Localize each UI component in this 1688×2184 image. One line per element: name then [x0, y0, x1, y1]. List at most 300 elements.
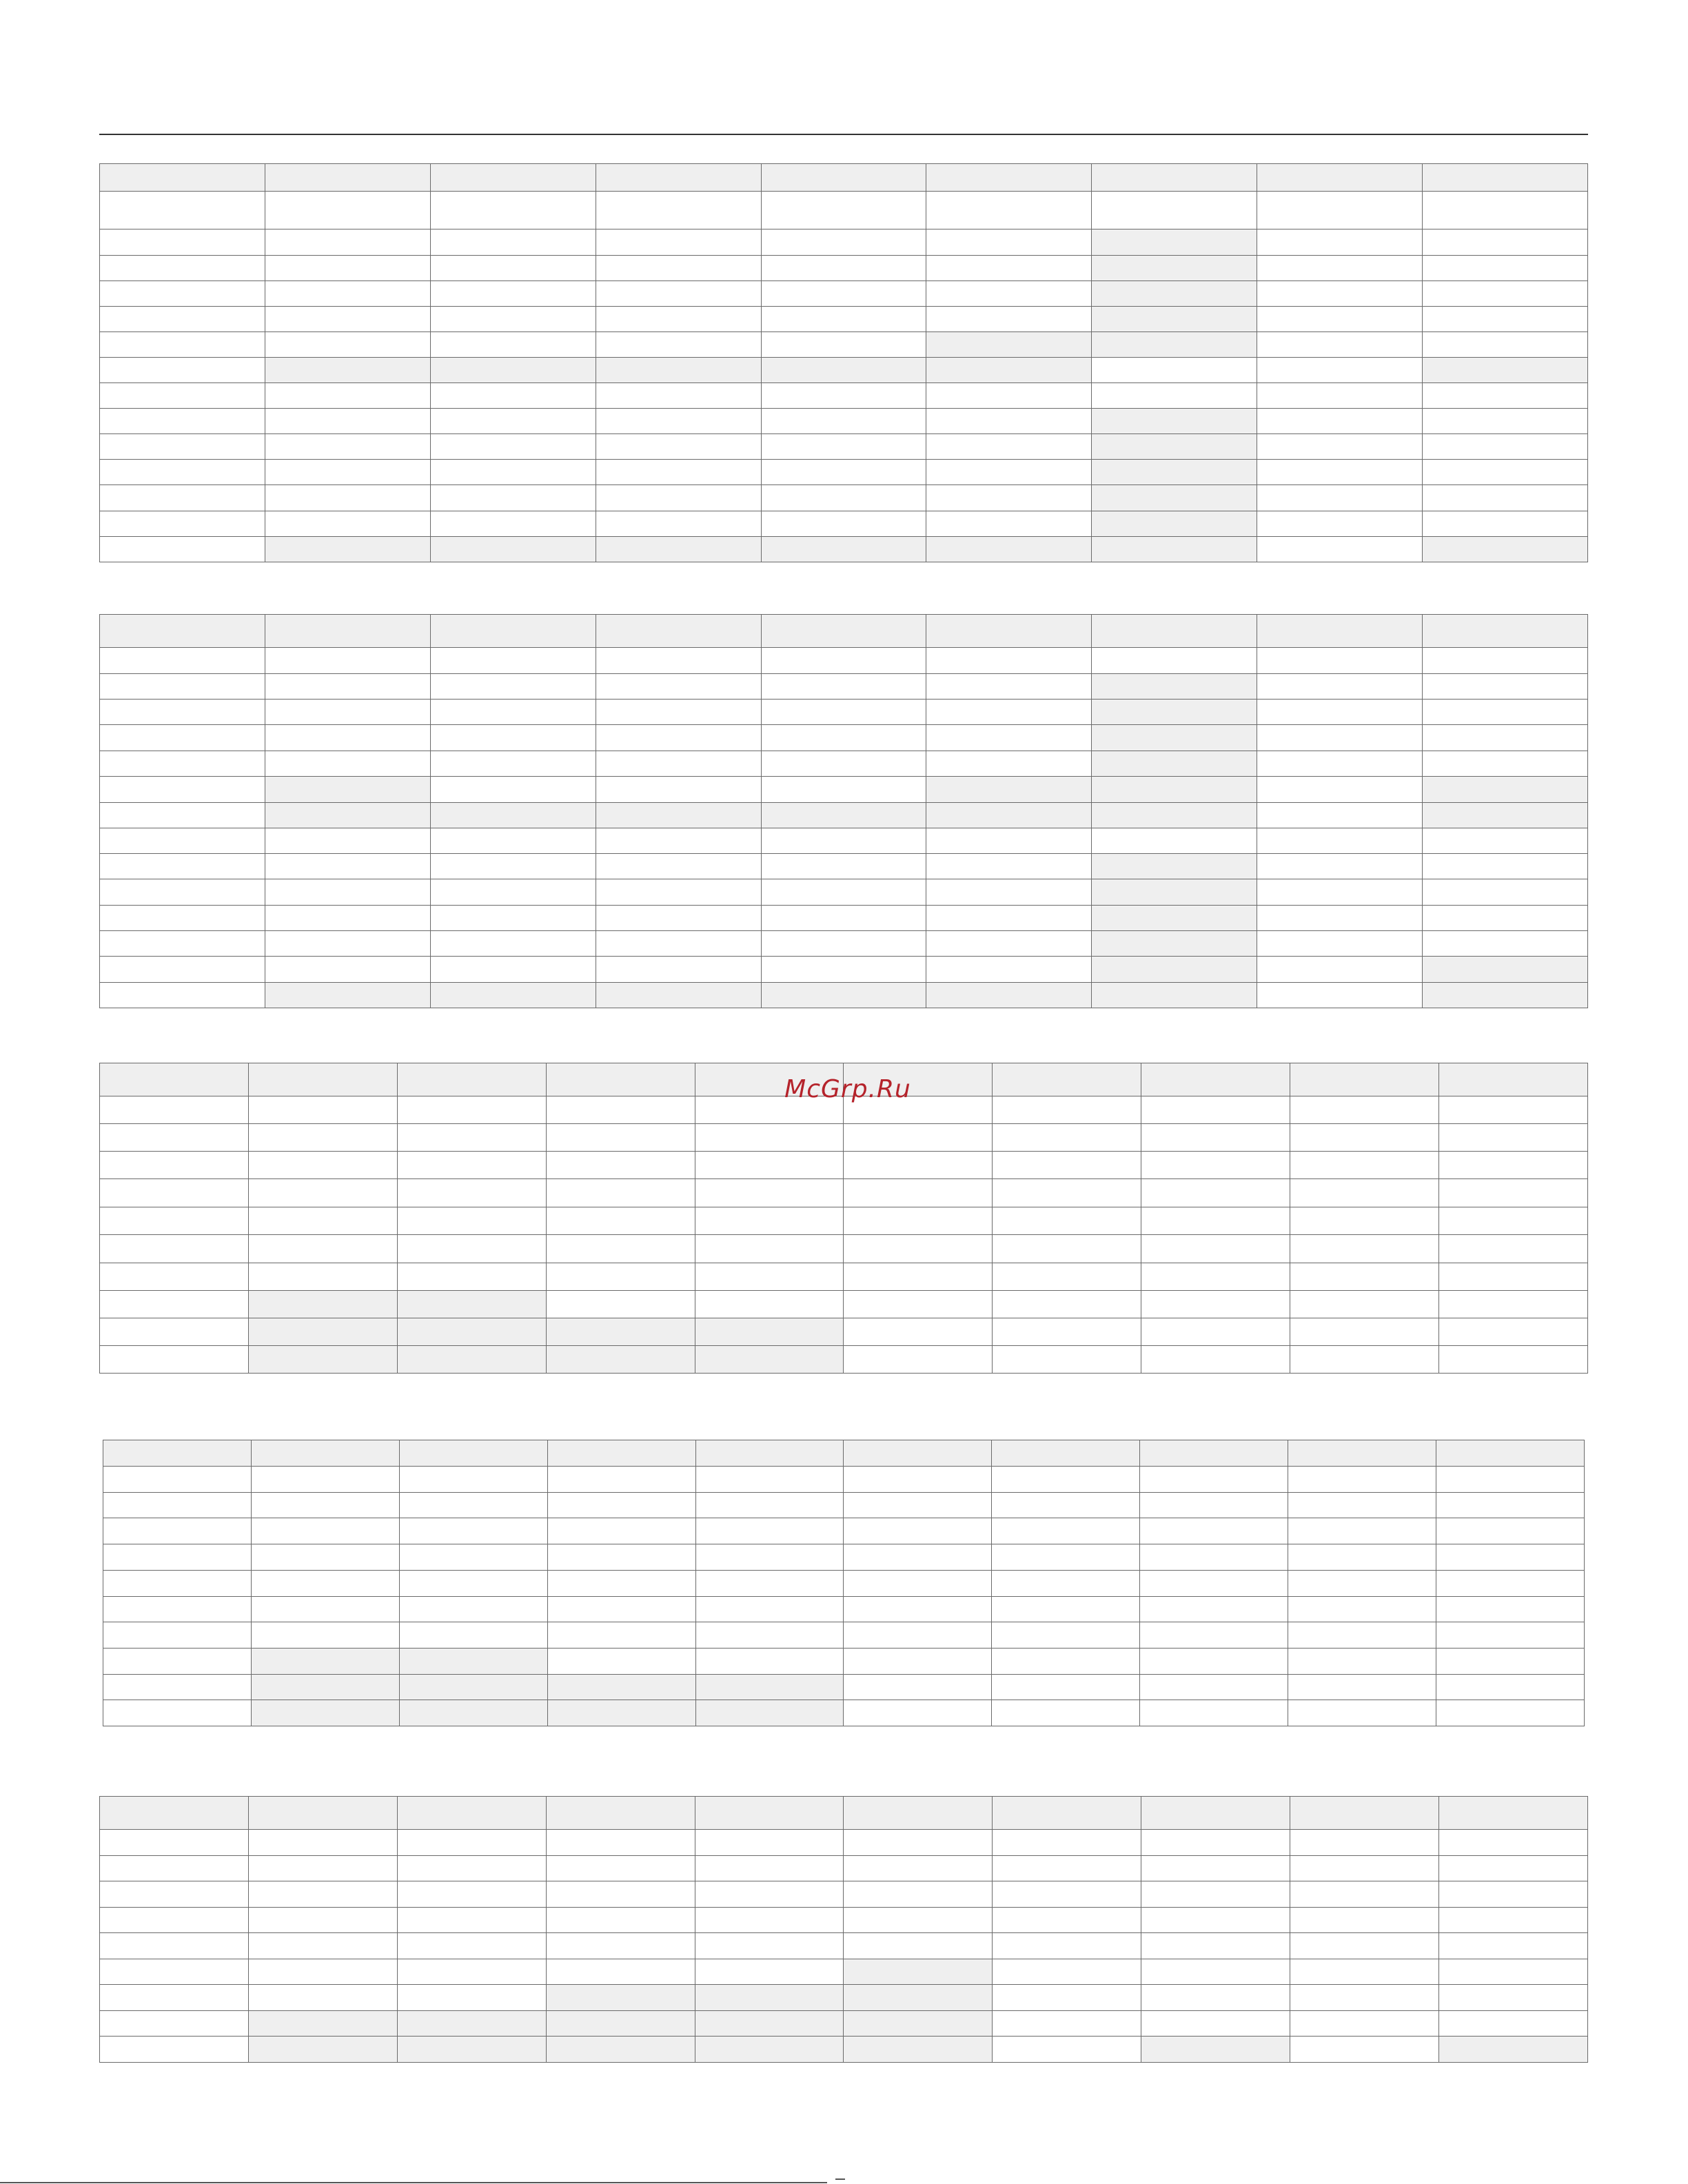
table-cell [844, 1856, 993, 1881]
table-cell [992, 1518, 1140, 1544]
table-cell [596, 751, 761, 777]
table-cell [397, 1207, 546, 1235]
table-cell [546, 1179, 695, 1207]
table-cell [695, 1124, 844, 1152]
table-row [100, 1856, 1588, 1881]
table-cell [100, 1933, 249, 1959]
table-cell [100, 281, 265, 307]
table-cell [546, 1856, 695, 1881]
table-cell [844, 1622, 992, 1649]
table-cell [546, 2011, 695, 2037]
table-cell [399, 1493, 547, 1518]
header-cell [265, 164, 430, 192]
table-cell [397, 1985, 546, 2011]
table-cell [100, 1263, 249, 1291]
table-cell [993, 1856, 1141, 1881]
table-cell [695, 2037, 844, 2063]
table-cell [100, 460, 265, 485]
table-cell [1092, 383, 1257, 409]
header-cell [248, 1797, 397, 1830]
table-row [100, 725, 1588, 751]
table-cell [993, 1933, 1141, 1959]
table-header-row [100, 615, 1588, 648]
table-cell [596, 648, 761, 674]
table-cell [1092, 332, 1257, 358]
table-cell [546, 1908, 695, 1933]
table-cell [1288, 1571, 1436, 1597]
table-cell [103, 1649, 252, 1675]
table-cell [695, 1881, 844, 1908]
table-cell [547, 1597, 695, 1622]
table-row [100, 1318, 1588, 1346]
table-cell [761, 434, 926, 460]
table-cell [100, 434, 265, 460]
table-cell [1439, 1346, 1588, 1374]
table-cell [430, 281, 596, 307]
table-cell [248, 2037, 397, 2063]
table-cell [265, 537, 430, 562]
table-cell [103, 1700, 252, 1726]
header-cell [1092, 615, 1257, 648]
table-cell [1423, 192, 1588, 229]
table-cell [265, 511, 430, 537]
table-cell [926, 256, 1092, 281]
table-cell [993, 1318, 1141, 1346]
table-cell [1423, 674, 1588, 700]
table-cell [100, 1830, 249, 1856]
table-cell [1290, 1124, 1439, 1152]
header-cell [596, 615, 761, 648]
table-cell [100, 2011, 249, 2037]
table-cell [1436, 1467, 1585, 1493]
table-cell [695, 1675, 844, 1700]
table-cell [547, 1649, 695, 1675]
table-cell [1423, 537, 1588, 562]
table-cell [100, 511, 265, 537]
table-cell [248, 1124, 397, 1152]
table-row [100, 383, 1588, 409]
table-cell [265, 879, 430, 906]
table-cell [761, 751, 926, 777]
table-cell [761, 983, 926, 1008]
table-cell [844, 2037, 993, 2063]
table-cell [265, 383, 430, 409]
table-cell [926, 674, 1092, 700]
table-cell [1423, 332, 1588, 358]
table-cell [844, 1263, 993, 1291]
table-cell [100, 537, 265, 562]
table-cell [992, 1493, 1140, 1518]
table-cell [761, 828, 926, 854]
table-cell [596, 828, 761, 854]
header-cell [695, 1440, 844, 1467]
table-cell [265, 485, 430, 511]
table-cell [1257, 803, 1423, 828]
table-cell [1290, 1096, 1439, 1124]
header-cell [248, 1063, 397, 1096]
table-cell [761, 879, 926, 906]
table-cell [695, 1571, 844, 1597]
table-cell [1423, 983, 1588, 1008]
table-row [100, 409, 1588, 434]
table-cell [695, 1830, 844, 1856]
table-cell [1140, 1700, 1288, 1726]
table-cell [265, 957, 430, 983]
table-cell [547, 1467, 695, 1493]
table-cell [100, 957, 265, 983]
table-cell [596, 307, 761, 332]
table-row [100, 2011, 1588, 2037]
table-cell [1290, 1318, 1439, 1346]
table-cell [926, 281, 1092, 307]
table-cell [695, 1291, 844, 1318]
table-cell [761, 281, 926, 307]
table-cell [399, 1597, 547, 1622]
table-cell [596, 777, 761, 803]
table-cell [1290, 1207, 1439, 1235]
table-cell [993, 1908, 1141, 1933]
table-cell [1423, 383, 1588, 409]
table-cell [926, 434, 1092, 460]
table-cell [430, 229, 596, 256]
table-cell [248, 1933, 397, 1959]
header-cell [1423, 164, 1588, 192]
table-cell [1140, 1493, 1288, 1518]
table-cell [596, 383, 761, 409]
header-cell [430, 164, 596, 192]
table-cell [993, 1263, 1141, 1291]
table-cell [1290, 1933, 1439, 1959]
table-row [100, 906, 1588, 931]
header-cell [100, 1797, 249, 1830]
table-cell [926, 229, 1092, 256]
table-cell [1288, 1597, 1436, 1622]
table-cell [251, 1649, 399, 1675]
table-cell [844, 1318, 993, 1346]
table-cell [926, 307, 1092, 332]
table-cell [1092, 648, 1257, 674]
table-cell [992, 1675, 1140, 1700]
table-cell [100, 1124, 249, 1152]
table-cell [430, 256, 596, 281]
table-cell [100, 1985, 249, 2011]
table-cell [992, 1467, 1140, 1493]
table-cell [397, 2037, 546, 2063]
table-cell [265, 307, 430, 332]
table-cell [430, 485, 596, 511]
table-header-row [100, 1797, 1588, 1830]
header-cell [1439, 1063, 1588, 1096]
table-cell [1257, 700, 1423, 725]
table-cell [1092, 751, 1257, 777]
table-row [100, 957, 1588, 983]
table-cell [1257, 725, 1423, 751]
table-cell [1092, 906, 1257, 931]
header-cell [430, 615, 596, 648]
table-cell [1257, 332, 1423, 358]
table-row [100, 229, 1588, 256]
table-cell [761, 725, 926, 751]
table-cell [695, 1933, 844, 1959]
table-cell [1423, 648, 1588, 674]
table-cell [926, 751, 1092, 777]
table-cell [844, 1571, 992, 1597]
table-cell [1439, 1124, 1588, 1152]
table-cell [844, 1985, 993, 2011]
table-row [100, 1124, 1588, 1152]
table-cell [695, 1518, 844, 1544]
table-cell [100, 1096, 249, 1124]
table-cell [265, 725, 430, 751]
table-cell [430, 460, 596, 485]
header-cell [1290, 1063, 1439, 1096]
table-cell [100, 229, 265, 256]
table-cell [248, 1179, 397, 1207]
table-row [100, 1179, 1588, 1207]
table-row [100, 803, 1588, 828]
table-cell [251, 1700, 399, 1726]
table-cell [1257, 537, 1423, 562]
table-cell [100, 983, 265, 1008]
table-cell [1423, 906, 1588, 931]
table-cell [761, 511, 926, 537]
table-cell [596, 674, 761, 700]
table-cell [993, 1152, 1141, 1179]
table-cell [248, 1881, 397, 1908]
table-cell [993, 1124, 1141, 1152]
table-row [103, 1700, 1585, 1726]
table-row [100, 1263, 1588, 1291]
table-cell [1141, 1096, 1290, 1124]
table-cell [596, 957, 761, 983]
table-cell [430, 674, 596, 700]
table-cell [1092, 879, 1257, 906]
table-cell [926, 803, 1092, 828]
table-cell [596, 256, 761, 281]
table-row [100, 983, 1588, 1008]
table-cell [265, 931, 430, 957]
table-cell [1257, 648, 1423, 674]
table-cell [1288, 1518, 1436, 1544]
table-cell [100, 192, 265, 229]
table-cell [265, 906, 430, 931]
table-cell [926, 777, 1092, 803]
header-cell [1257, 615, 1423, 648]
table-cell [1140, 1518, 1288, 1544]
table-cell [1257, 383, 1423, 409]
table-cell [1141, 1346, 1290, 1374]
header-cell [761, 164, 926, 192]
table-cell [761, 957, 926, 983]
table-cell [399, 1622, 547, 1649]
table-cell [1257, 229, 1423, 256]
table-cell [265, 192, 430, 229]
table-cell [1257, 434, 1423, 460]
table-cell [265, 332, 430, 358]
table-cell [547, 1493, 695, 1518]
table-row [100, 511, 1588, 537]
table-cell [926, 906, 1092, 931]
table-cell [546, 1207, 695, 1235]
table-cell [761, 307, 926, 332]
table-cell [1141, 1908, 1290, 1933]
table-cell [1436, 1518, 1585, 1544]
table-cell [248, 1152, 397, 1179]
table-cell [695, 1700, 844, 1726]
table-cell [1436, 1597, 1585, 1622]
table-cell [1092, 229, 1257, 256]
table-cell [251, 1622, 399, 1649]
table-cell [1423, 725, 1588, 751]
table-cell [547, 1700, 695, 1726]
table-cell [1141, 1263, 1290, 1291]
table-cell [546, 1985, 695, 2011]
spec-table-2 [99, 614, 1588, 1008]
table-cell [100, 1152, 249, 1179]
table-cell [844, 1908, 993, 1933]
header-cell [926, 615, 1092, 648]
table-cell [103, 1571, 252, 1597]
table-row [100, 2037, 1588, 2063]
table-cell [100, 674, 265, 700]
header-cell [761, 615, 926, 648]
table-cell [1423, 485, 1588, 511]
table-row [103, 1597, 1585, 1622]
table-cell [926, 537, 1092, 562]
table-cell [430, 957, 596, 983]
table-cell [1439, 1291, 1588, 1318]
header-cell [1423, 615, 1588, 648]
table-cell [695, 1493, 844, 1518]
header-cell [992, 1440, 1140, 1467]
table-cell [1436, 1649, 1585, 1675]
table-cell [1439, 1318, 1588, 1346]
table-cell [926, 854, 1092, 879]
table-cell [1290, 1179, 1439, 1207]
table-cell [1423, 854, 1588, 879]
table-cell [1257, 460, 1423, 485]
table-cell [1290, 1235, 1439, 1263]
table-cell [993, 1179, 1141, 1207]
table-cell [1423, 751, 1588, 777]
header-cell [1436, 1440, 1585, 1467]
table-row [100, 1235, 1588, 1263]
table-cell [1140, 1622, 1288, 1649]
table-row [100, 648, 1588, 674]
table-cell [248, 1830, 397, 1856]
table-cell [546, 1152, 695, 1179]
table-row [100, 1881, 1588, 1908]
table-cell [695, 1908, 844, 1933]
table-cell [596, 192, 761, 229]
table-cell [695, 1467, 844, 1493]
table-row [100, 192, 1588, 229]
table-cell [430, 358, 596, 383]
table-cell [1423, 931, 1588, 957]
table-cell [100, 828, 265, 854]
table-row [100, 777, 1588, 803]
table-cell [761, 460, 926, 485]
header-cell [695, 1797, 844, 1830]
table-cell [103, 1597, 252, 1622]
table-row [100, 307, 1588, 332]
table-cell [992, 1571, 1140, 1597]
table-cell [1436, 1622, 1585, 1649]
table-row [103, 1518, 1585, 1544]
table-cell [993, 1985, 1141, 2011]
table-row [100, 1152, 1588, 1179]
table-cell [546, 1830, 695, 1856]
table-cell [1288, 1675, 1436, 1700]
table-cell [546, 1124, 695, 1152]
table-cell [399, 1700, 547, 1726]
table-cell [1092, 511, 1257, 537]
table-cell [430, 511, 596, 537]
table-row [100, 931, 1588, 957]
table-cell [1290, 1346, 1439, 1374]
header-cell [1141, 1063, 1290, 1096]
table-cell [248, 1856, 397, 1881]
table-cell [1141, 1124, 1290, 1152]
table-cell [761, 383, 926, 409]
table-cell [397, 1263, 546, 1291]
table-cell [546, 1318, 695, 1346]
table-cell [926, 957, 1092, 983]
table-cell [430, 751, 596, 777]
table-cell [1257, 674, 1423, 700]
table-cell [546, 1235, 695, 1263]
table-cell [1439, 1985, 1588, 2011]
table-cell [265, 229, 430, 256]
table-cell [993, 1291, 1141, 1318]
table-cell [1092, 434, 1257, 460]
table-cell [248, 1096, 397, 1124]
table-cell [397, 1235, 546, 1263]
table-cell [397, 1291, 546, 1318]
table-cell [926, 931, 1092, 957]
table-row [100, 460, 1588, 485]
table-cell [1141, 1318, 1290, 1346]
table-cell [1257, 983, 1423, 1008]
table-cell [430, 648, 596, 674]
header-cell [546, 1063, 695, 1096]
table-row [103, 1571, 1585, 1597]
table-cell [992, 1597, 1140, 1622]
table-cell [100, 383, 265, 409]
table-cell [596, 803, 761, 828]
table-cell [695, 1152, 844, 1179]
table-cell [100, 358, 265, 383]
table-cell [1439, 1263, 1588, 1291]
table-cell [844, 1291, 993, 1318]
table-cell [1141, 1959, 1290, 1985]
table-row [103, 1493, 1585, 1518]
table-cell [761, 409, 926, 434]
table-row [100, 1933, 1588, 1959]
table-cell [1141, 2037, 1290, 2063]
table-cell [103, 1518, 252, 1544]
table-cell [596, 854, 761, 879]
table-cell [265, 674, 430, 700]
table-cell [1092, 957, 1257, 983]
table-cell [1423, 358, 1588, 383]
table-cell [430, 906, 596, 931]
table-cell [695, 1318, 844, 1346]
table-cell [248, 1235, 397, 1263]
table-cell [100, 409, 265, 434]
table-cell [993, 1096, 1141, 1124]
table-cell [248, 1263, 397, 1291]
